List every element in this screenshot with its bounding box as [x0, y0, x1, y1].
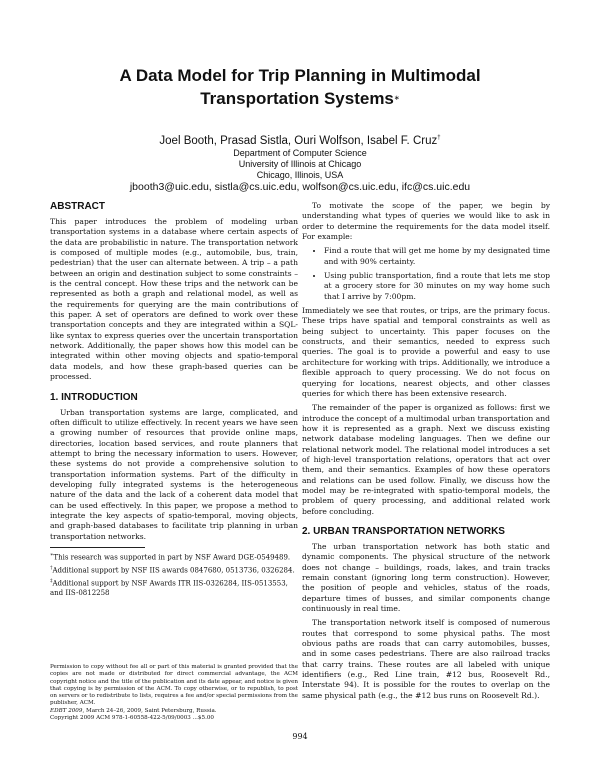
footnote-divider — [50, 547, 145, 548]
author-department: Department of Computer Science — [233, 147, 367, 158]
introduction-paragraph: Urban transportation systems are large, complicated, and often difficult to utilize effectively. In recent years we have seen a growing number of resources that provide online maps, directories, location based services, and route planners that attempt to bring the necessary information to users. However, these systems do not provide a comprehensive solution to transportation information systems. Part of the difficulty in developing fully integrated systems is the heterogeneous nature of the data and the lack of a coherent data model that can be used effectively. In this paper, we propose a method to integrate the key aspects of spatio-temporal, moving objects, and graph-based databases to facilitate trip planning in urban transportation networks. — [50, 407, 298, 541]
venue-line: EDBT 2009, March 24–26, 2009, Saint Petersburg, Russia. — [50, 707, 217, 714]
author-block — [40, 132, 560, 194]
footnote: ∗This research was supported in part by NSF Award DGE-0549489. — [50, 551, 291, 562]
title-footnote-mark: ∗ — [393, 95, 400, 102]
footnote: †Additional support by NSF IIS awards 0847680, 0513736, 0326284. — [50, 564, 295, 575]
permission-text: Permission to copy without fee all or part of this material is granted provided that the copies are not made or distributed for direct commercial advantage, the ACM copyright notice and the title of the publication and its date appear, and notice is given that copying is by permission of the ACM. To copy otherwise, or to republish, to post on servers or to redistribute to lists, requires a fee and/or special permissions from the publisher, ACM. — [50, 664, 298, 707]
section-2-heading: 2. URBAN TRANSPORTATION NETWORKS — [302, 525, 505, 537]
permission-notice — [50, 664, 298, 722]
motivation-paragraph: To motivate the scope of the paper, we begin by understanding what types of queries we would like to ask in order to determine the requirements for the data model itself. For example: — [302, 201, 550, 242]
author-names: Joel Booth, Prasad Sistla, Ouri Wolfson, Isabel F. Cruz† — [159, 134, 441, 147]
title-line-2: Transportation Systems — [200, 89, 394, 108]
list-item: • Using public transportation, find a route that lets me stop at a grocery store for 30 minutes on my way home such that I arrive by 7:00pm. — [324, 271, 550, 302]
page-number: 994 — [292, 732, 308, 741]
abstract-text: This paper introduces the problem of modeling urban transportation systems in a database where certain aspects of the data are probabilistic in nature. The transportation network is composed of multiple modes (e.g., automobile, bus, train, pedestrian) that the user can alternate between. A trip – a path between an origin and destination subject to some constraints – is the central concept. How these trips and the network can be represented as both a graph and relational model, as well as the requirements for querying are the main contributions of this paper. A set of operators are defined to work over these transportation concepts and they are integrated within a SQL-like syntax to express queries over the uncertain transportation network. Additionally, the paper shows how this model can be integrated within other moving objects and spatio-temporal data models, and how these graph-based queries can be processed. — [50, 217, 298, 382]
routes-paragraph: The transportation network itself is composed of numerous routes that correspond to some physical paths. The most obvious paths are roads that can carry automobiles, busses, and in some cases pedestrians. There are also railroad tracks that carry trains. These routes are all labeled with unique identifiers (e.g., Red Line train, #12 bus, Roosevelt Rd., Interstate 94). It is possible for the routes to overlap on the same physical path (e.g., the #12 bus runs on Roosevelt Rd.). — [302, 618, 550, 700]
focus-paragraph: Immediately we see that routes, or trips, are the primary focus. These trips have spatial and temporal constraints as well as being subject to uncertainty. This paper focuses on the constructs, and their semantics, needed to express such queries. The goal is to provide a powerful and easy to use architecture for working with trips. Additionally, we introduce a flexible approach to query processing. We do not focus on querying for locations, nearest objects, and other classes queries for which there has been extensive research. — [302, 306, 550, 398]
author-university: University of Illinois at Chicago — [238, 158, 362, 169]
organization-paragraph: The remainder of the paper is organized as follows: first we introduce the concept of a multimodal urban transportation and how it is represented as a graph. Next we discuss existing network database modeling languages. Then we define our relational network model. The relational model introduces a set of high-level transportation relations, operators that act over them, and their semantics. Examples of how these operators and relations can be used follow. Finally, we discuss how the model may be re-integrated with spatio-temporal models, the problem of query processing, and additional related work before concluding. — [302, 403, 550, 516]
footnotes — [50, 551, 298, 598]
network-paragraph: The urban transportation network has both static and dynamic components. The physical structure of the network does not change – buildings, roads, lakes, and train tracks remain constant (ignoring long term construction). However, the position of people and vehicles, status of the roads, departure times of busses, and similar components change continuously in real time. — [302, 541, 550, 614]
introduction-heading: 1. INTRODUCTION — [50, 391, 138, 403]
author-footnote-mark: † — [437, 135, 441, 141]
paper-title — [50, 64, 550, 110]
abstract-heading: ABSTRACT — [50, 201, 105, 212]
author-city: Chicago, Illinois, USA — [256, 169, 344, 180]
right-column — [302, 201, 550, 701]
title-line-1: A Data Model for Trip Planning in Multimodal — [119, 66, 481, 85]
footnote: ‡Additional support by NSF Awards ITR IIS-0326284, IIS-0513553, and IIS-0812258 — [50, 577, 288, 597]
left-column — [50, 201, 298, 599]
example-query-list — [302, 246, 550, 302]
list-item: • Find a route that will get me home by my designated time and with 90% certainty. — [324, 246, 550, 267]
copyright-line: Copyright 2009 ACM 978-1-60558-422-5/09/0003 ...$5.00 — [50, 715, 214, 722]
author-emails: jbooth3@uic.edu, sistla@cs.uic.edu, wolfson@cs.uic.edu, ifc@cs.uic.edu — [129, 180, 471, 193]
